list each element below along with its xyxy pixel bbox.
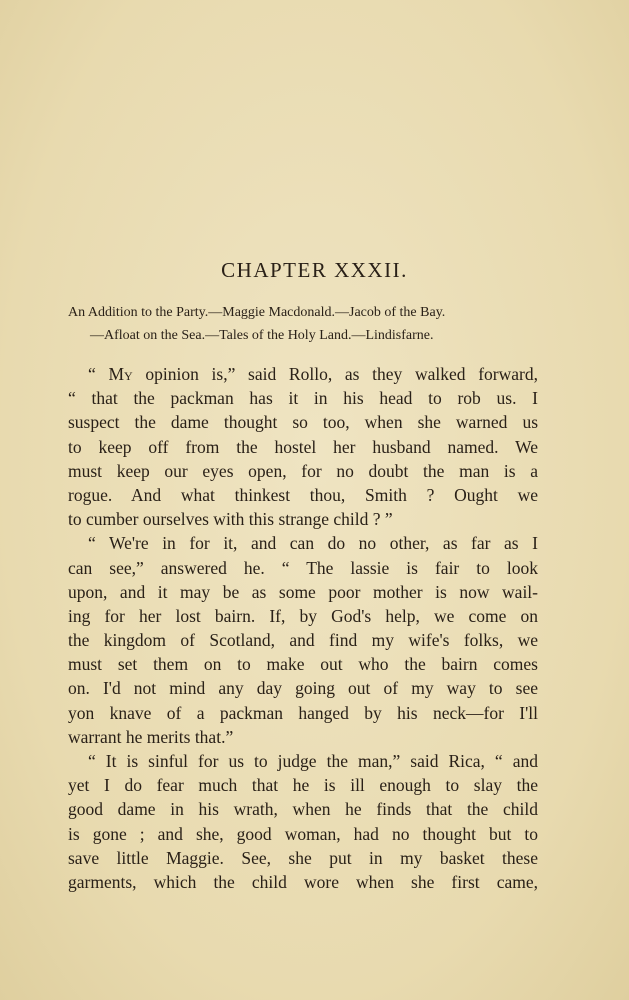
text-line-rest: opinion is,” said Rollo, as they walked forward, xyxy=(132,364,538,384)
text-line: is gone ; and she, good woman, had no thought but to xyxy=(68,823,538,844)
text-line: must set them on to make out who the bairn comes xyxy=(68,654,538,675)
text-line xyxy=(68,362,538,386)
text-line: warrant he merits that.” xyxy=(68,726,234,747)
text-line: to keep off from the hostel her husband named. We xyxy=(68,436,538,457)
text-line: upon, and it may be as some poor mother is now wail- xyxy=(68,581,538,602)
text-line: rogue. And what thinkest thou, Smith ? Ought we xyxy=(68,484,538,505)
opening-words: “ My xyxy=(88,364,133,384)
text-line: must keep our eyes open, for no doubt the man is a xyxy=(68,460,538,481)
text-line: suspect the dame thought so too, when she warned us xyxy=(68,412,538,433)
body-text xyxy=(68,362,538,894)
synopsis-line-2: —Afloat on the Sea.—Tales of the Holy Land.—Lindisfarne. xyxy=(90,328,434,343)
text-line: on. I'd not mind any day going out of my way to see xyxy=(68,678,538,699)
text-line: can see,” answered he. “ The lassie is fair to look xyxy=(68,557,538,578)
text-line: “ It is sinful for us to judge the man,” said Rica, “ and xyxy=(88,751,538,771)
text-line: yet I do fear much that he is ill enough to slay the xyxy=(68,775,538,796)
text-line: save little Maggie. See, she put in my basket these xyxy=(68,847,538,868)
synopsis-line-1: An Addition to the Party.—Maggie Macdonald.—Jacob of the Bay. xyxy=(68,305,446,320)
chapter-synopsis xyxy=(68,301,538,347)
text-line: the kingdom of Scotland, and find my wife's folks, we xyxy=(68,630,538,651)
chapter-title: CHAPTER XXXII. xyxy=(221,258,408,282)
text-line: “ We're in for it, and can do no other, as far as I xyxy=(88,533,538,554)
text-line: to cumber ourselves with this strange child ? ” xyxy=(68,509,393,530)
text-line: garments, which the child wore when she first came, xyxy=(68,871,538,892)
text-line: yon knave of a packman hanged by his neck—for I'll xyxy=(68,702,538,723)
text-line: ing for her lost bairn. If, by God's help, we come on xyxy=(68,605,538,626)
text-line: good dame in his wrath, when he finds that the child xyxy=(68,799,538,820)
text-line: “ that the packman has it in his head to rob us. I xyxy=(68,388,538,409)
